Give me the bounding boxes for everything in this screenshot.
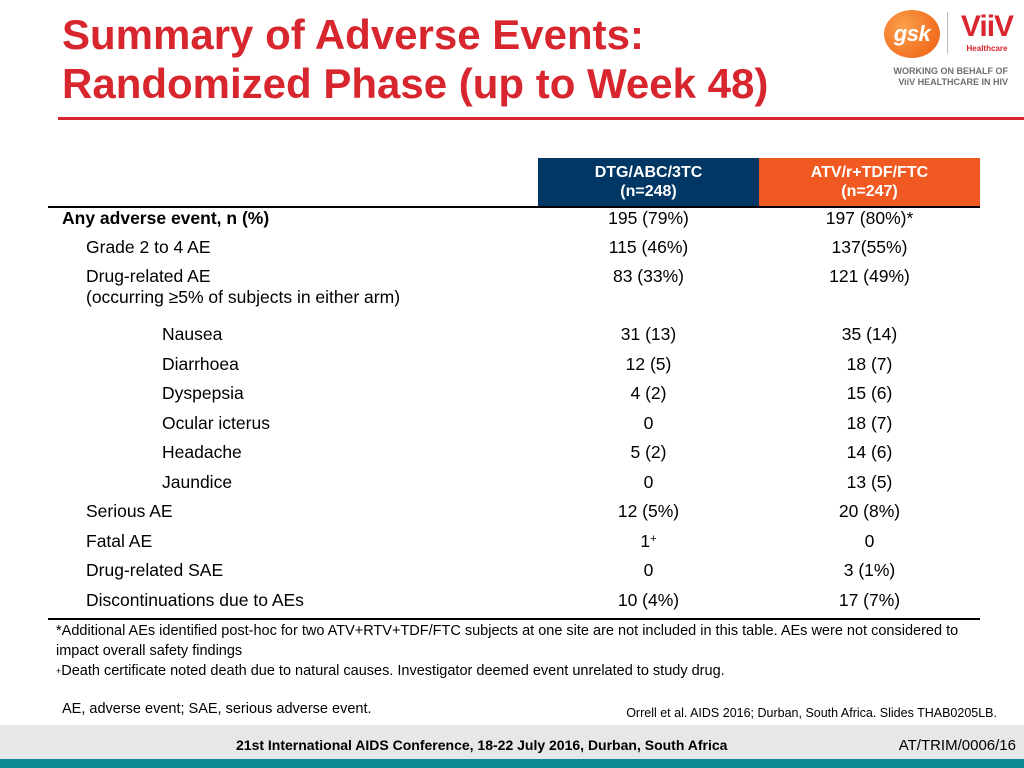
on-behalf-line-2: ViiV HEALTHCARE IN HIV [898,77,1008,87]
row-label [48,266,538,324]
logo-divider [947,12,948,54]
plus-footnote-symbol: + [56,666,62,676]
dtg-value-number: 1 [640,530,651,551]
table-row [48,560,980,590]
atv-value: 18 (7) [846,353,893,374]
adverse-events-table [48,158,980,620]
dtg-value: 83 (33%) [612,266,684,286]
on-behalf-text [894,66,1009,88]
row-label-qualifier: (occurring ≥5% of subjects in either arm) [86,287,401,307]
row-label: Diarrhoea [162,353,239,374]
title-line-2: Randomized Phase (up to Week 48) [62,60,769,107]
viiv-logo [957,10,1017,53]
table-header-row [48,158,980,207]
plus-footnote [56,661,976,681]
footer-bar [0,725,1024,759]
dtg-value: 5 (2) [630,442,667,462]
column-header-atv [759,158,980,207]
dtg-value: 195 (79%) [608,208,689,228]
slide-title [62,10,768,108]
dtg-value: 10 (4%) [617,589,680,610]
dtg-value: 4 (2) [630,383,667,403]
dtg-value: 12 (5) [625,353,672,374]
table-row [48,590,980,620]
atv-value: 121 (49%) [829,266,910,286]
row-label-main: Drug-related AE [86,266,211,286]
column-header-n: (n=248) [620,183,677,200]
atv-value: 17 (7%) [838,589,901,610]
table-row [48,207,980,237]
document-code: AT/TRIM/0006/16 [898,737,1016,754]
table-row [48,324,980,354]
dtg-value [538,531,759,561]
plus-footnote-text: Death certificate noted death due to natural causes. Investigator deemed event unrelated to study drug. [61,663,725,679]
atv-value: 197 (80%)* [825,208,914,228]
on-behalf-line-1: WORKING ON BEHALF OF [893,66,1008,76]
row-label: Dyspepsia [162,383,244,403]
viiv-logo-text: ViiV [960,10,1014,43]
dtg-value: 12 (5%) [617,501,680,521]
column-header-name: DTG/ABC/3TC [594,164,703,181]
viiv-logo-subtext: Healthcare [966,44,1008,53]
table-row [48,354,980,384]
row-label: Any adverse event, n (%) [62,208,270,228]
atv-value: 35 (14) [841,324,898,344]
row-label: Headache [162,442,242,462]
dtg-value: 0 [643,560,654,580]
table-row [48,383,980,413]
row-label: Ocular icterus [162,412,270,433]
row-label: Fatal AE [86,530,153,551]
atv-value: 137(55%) [831,236,908,257]
gsk-logo-text: gsk [893,21,931,46]
dtg-value: 115 (46%) [608,236,689,257]
abbreviations-note: AE, adverse event; SAE, serious adverse event. [62,701,372,717]
citation: Orrell et al. AIDS 2016; Durban, South Africa. Slides THAB0205LB. [626,706,997,720]
atv-value: 18 (7) [846,412,893,433]
plus-footnote-marker: + [650,532,657,545]
table-row [48,472,980,502]
atv-value: 13 (5) [846,471,893,492]
atv-value: 20 (8%) [838,501,901,521]
dtg-value: 0 [643,412,654,433]
row-label: Jaundice [162,471,233,492]
adverse-events-table-container [48,158,980,620]
atv-value: 3 (1%) [843,560,896,580]
row-label: Serious AE [86,501,173,521]
row-label: Grade 2 to 4 AE [86,236,211,257]
table-row [48,501,980,531]
column-header-dtg [538,158,759,207]
dtg-value: 31 (13) [620,324,677,344]
dtg-value: 0 [643,471,654,492]
bottom-accent-strip [0,759,1024,768]
header-blank-cell [48,158,538,207]
row-label: Nausea [162,324,223,344]
column-header-n: (n=247) [841,183,898,200]
column-header-name: ATV/r+TDF/FTC [810,164,929,181]
atv-value: 15 (6) [846,383,893,403]
table-row [48,442,980,472]
table-row [48,237,980,267]
title-divider [58,117,1024,120]
title-line-1: Summary of Adverse Events: [62,11,644,58]
atv-value: 0 [864,530,875,551]
row-label: Drug-related SAE [86,560,224,580]
gsk-logo [884,10,940,58]
asterisk-footnote: *Additional AEs identified post-hoc for two ATV+RTV+TDF/FTC subjects at one site are not included in this table. AEs were not considered to impact overall safety findings [56,623,959,659]
conference-label: 21st International AIDS Conference, 18-22 July 2016, Durban, South Africa [236,737,728,753]
atv-value: 14 (6) [846,442,893,462]
row-label: Discontinuations due to AEs [86,589,304,610]
table-row [48,266,980,324]
table-row [48,531,980,561]
table-row [48,413,980,443]
footnotes [56,621,976,681]
